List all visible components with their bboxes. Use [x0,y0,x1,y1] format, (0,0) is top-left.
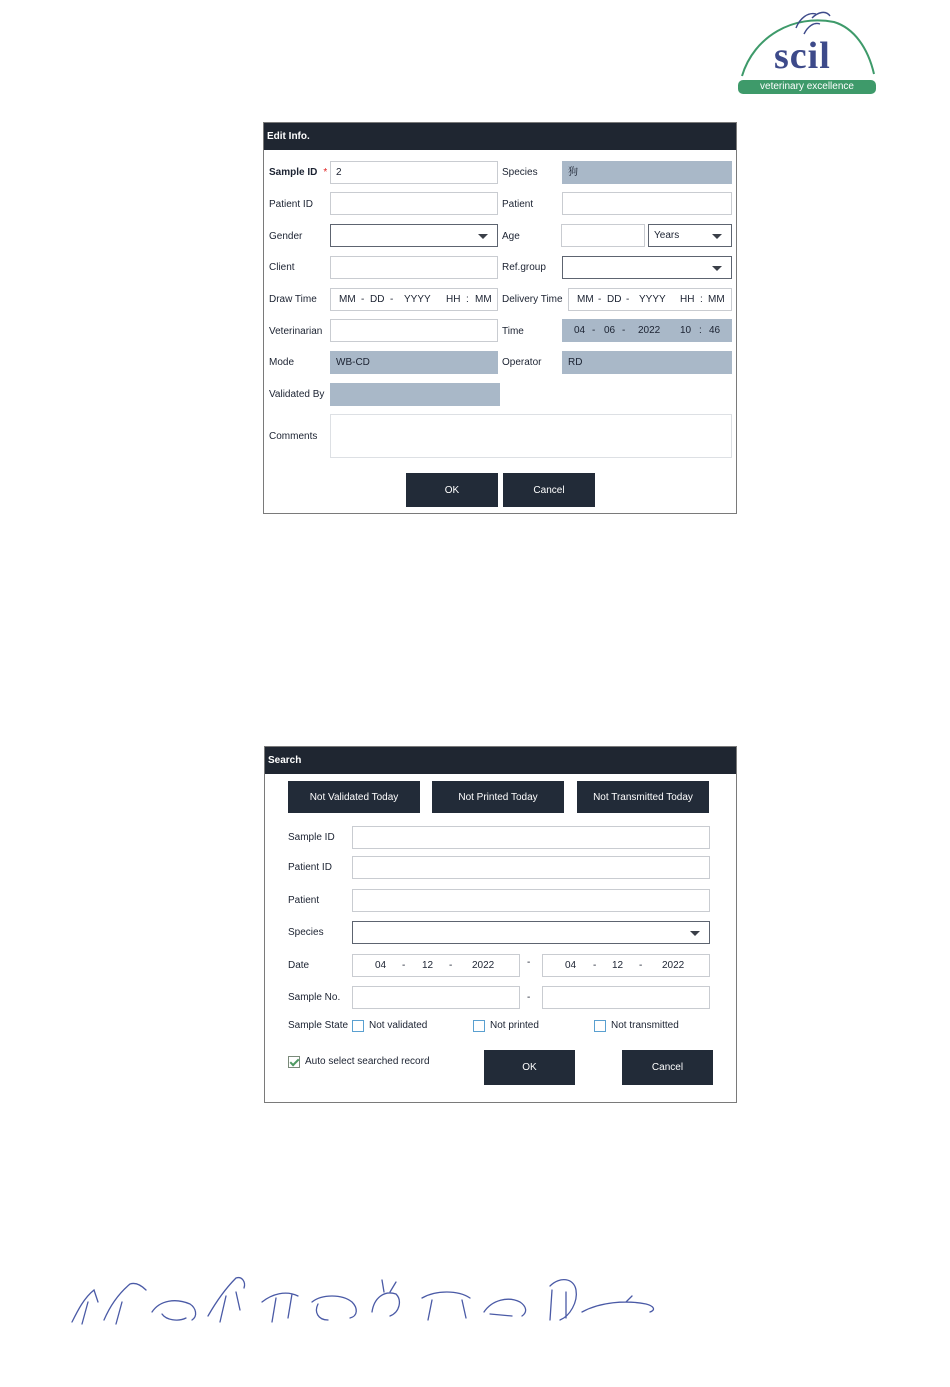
search-patient-label: Patient [288,895,320,906]
sample-id-field[interactable]: 2 [330,161,498,184]
not-transmitted-checkbox[interactable] [594,1020,606,1032]
time-month: 04 [574,325,586,336]
date-from-month[interactable]: 04 [375,960,387,971]
auto-select-checkbox[interactable] [288,1056,300,1068]
search-species-label: Species [288,927,324,938]
date-separator: - [361,294,365,305]
date-separator: - [449,960,453,971]
date-separator: - [639,960,643,971]
sample-no-label: Sample No. [288,992,341,1003]
search-title: Search [265,747,736,774]
date-from-field[interactable] [352,954,520,977]
date-separator: - [390,294,394,305]
edit-info-title: Edit Info. [264,123,736,150]
not-printed-today-button[interactable]: Not Printed Today [432,781,564,813]
operator-field: RD [562,351,732,374]
time-field [562,319,732,342]
search-dialog [264,746,737,1103]
search-patient-id-field[interactable] [352,856,710,879]
gender-label: Gender [269,231,303,242]
comments-textarea[interactable] [330,414,732,458]
date-to-month[interactable]: 04 [565,960,577,971]
date-separator: - [593,960,597,971]
operator-label: Operator [502,357,542,368]
time-hour: 10 [680,325,692,336]
draw-time-minute[interactable]: MM [475,294,492,305]
age-field[interactable] [561,224,645,247]
patient-id-label: Patient ID [269,199,313,210]
required-mark: * [323,167,328,178]
time-day: 06 [604,325,616,336]
draw-time-month[interactable]: MM [339,294,356,305]
client-label: Client [269,262,295,273]
mode-label: Mode [269,357,295,368]
client-field[interactable] [330,256,498,279]
patient-field[interactable] [562,192,732,215]
species-field: 狗 [562,161,732,184]
date-from-day[interactable]: 12 [422,960,434,971]
time-year: 2022 [638,325,661,336]
cancel-button[interactable]: Cancel [503,473,595,507]
chevron-down-icon [690,931,700,936]
ref-group-select[interactable] [562,256,732,279]
delivery-time-minute[interactable]: MM [708,294,725,305]
species-label: Species [502,167,538,178]
validated-by-label: Validated By [269,389,325,400]
mode-field: WB-CD [330,351,498,374]
search-cancel-button[interactable]: Cancel [622,1050,713,1085]
age-unit-value: Years [654,230,680,241]
age-unit-select[interactable] [648,224,732,247]
not-validated-label: Not validated [369,1020,428,1031]
date-to-day[interactable]: 12 [612,960,624,971]
not-printed-checkbox[interactable] [473,1020,485,1032]
draw-time-year[interactable]: YYYY [404,294,431,305]
date-separator: - [626,294,630,305]
sample-no-range-separator: - [527,992,531,1003]
date-separator: - [592,325,596,336]
search-date-label: Date [288,960,310,971]
search-ok-button[interactable]: OK [484,1050,575,1085]
search-sample-id-label: Sample ID [288,832,335,843]
draw-time-day[interactable]: DD [370,294,385,305]
delivery-time-hour[interactable]: HH [680,294,695,305]
not-validated-checkbox[interactable] [352,1020,364,1032]
time-separator: : [700,294,703,305]
auto-select-label: Auto select searched record [305,1056,430,1067]
not-transmitted-today-button[interactable]: Not Transmitted Today [577,781,709,813]
delivery-time-label: Delivery Time [502,294,563,305]
patient-label: Patient [502,199,534,210]
comments-label: Comments [269,431,318,442]
patient-id-field[interactable] [330,192,498,215]
chevron-down-icon [712,266,722,271]
ref-group-label: Ref.group [502,262,546,273]
chevron-down-icon [478,234,488,239]
search-patient-field[interactable] [352,889,710,912]
logo-tagline: veterinary excellence [738,80,876,94]
not-validated-today-button[interactable]: Not Validated Today [288,781,420,813]
draw-time-hour[interactable]: HH [446,294,461,305]
not-printed-label: Not printed [490,1020,539,1031]
date-range-separator: - [527,957,531,968]
veterinarian-field[interactable] [330,319,498,342]
time-separator: : [466,294,469,305]
draw-time-field[interactable] [330,288,498,311]
age-label: Age [502,231,520,242]
chevron-down-icon [712,234,722,239]
validated-by-field [330,383,500,406]
ok-button[interactable]: OK [406,473,498,507]
sample-state-label: Sample State [288,1020,349,1031]
sample-no-from-field[interactable] [352,986,520,1009]
search-patient-id-label: Patient ID [288,862,332,873]
date-separator: - [598,294,602,305]
sample-no-to-field[interactable] [542,986,710,1009]
animal-silhouettes-decoration [66,1272,666,1334]
delivery-time-year[interactable]: YYYY [639,294,666,305]
date-to-year[interactable]: 2022 [662,960,685,971]
veterinarian-label: Veterinarian [269,326,323,337]
delivery-time-day[interactable]: DD [607,294,622,305]
draw-time-label: Draw Time [269,294,317,305]
not-transmitted-label: Not transmitted [611,1020,679,1031]
time-minute: 46 [709,325,721,336]
logo-wordmark: scil [774,35,831,77]
time-separator: : [699,325,702,336]
date-to-field[interactable] [542,954,710,977]
date-from-year[interactable]: 2022 [472,960,495,971]
search-sample-id-field[interactable] [352,826,710,849]
scil-logo [734,8,880,96]
gender-select[interactable] [330,224,498,247]
date-separator: - [402,960,406,971]
time-label: Time [502,326,524,337]
delivery-time-field[interactable] [568,288,732,311]
delivery-time-month[interactable]: MM [577,294,594,305]
search-species-select[interactable] [352,921,710,944]
sample-id-label: Sample ID * [269,167,328,178]
date-separator: - [622,325,626,336]
edit-info-dialog [263,122,737,514]
